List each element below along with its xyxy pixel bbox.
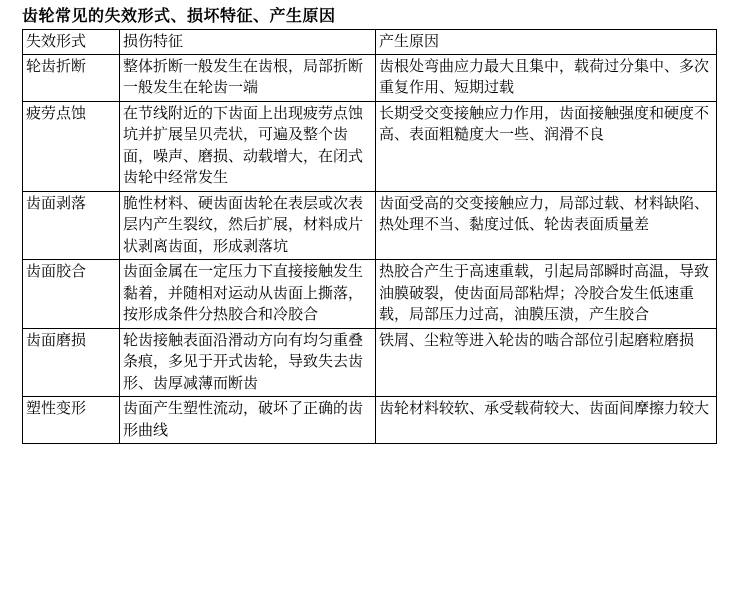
cell-failure-mode: 齿面磨损 [23, 328, 120, 397]
cell-failure-mode: 轮齿折断 [23, 54, 120, 101]
header-damage-feature: 损伤特征 [120, 30, 376, 55]
cell-cause: 热胶合产生于高速重载，引起局部瞬时高温，导致油膜破裂，使齿面局部粘焊；冷胶合发生低速重载，局部压力过高，油膜压溃，产生胶合 [376, 260, 717, 329]
table-row [23, 328, 717, 397]
cell-cause: 长期受交变接触应力作用，齿面接触强度和硬度不高、表面粗糙度大一些、润滑不良 [376, 101, 717, 191]
cell-cause: 铁屑、尘粒等进入轮齿的啮合部位引起磨粒磨损 [376, 328, 717, 397]
table-row [23, 191, 717, 260]
cell-cause: 齿面受高的交变接触应力，局部过载、材料缺陷、热处理不当、黏度过低、轮齿表面质量差 [376, 191, 717, 260]
document [22, 5, 716, 444]
cell-damage-feature: 轮齿接触表面沿滑动方向有均匀重叠条痕，多见于开式齿轮，导致失去齿形、齿厚减薄而断齿 [120, 328, 376, 397]
header-row [23, 30, 717, 55]
cell-damage-feature: 齿面产生塑性流动，破坏了正确的齿形曲线 [120, 397, 376, 444]
cell-failure-mode: 齿面胶合 [23, 260, 120, 329]
cell-damage-feature: 整体折断一般发生在齿根，局部折断一般发生在轮齿一端 [120, 54, 376, 101]
table-row [23, 397, 717, 444]
cell-damage-feature: 齿面金属在一定压力下直接接触发生黏着，并随相对运动从齿面上撕落，按形成条件分热胶合和冷胶合 [120, 260, 376, 329]
cell-failure-mode: 齿面剥落 [23, 191, 120, 260]
table-row [23, 260, 717, 329]
page-title: 齿轮常见的失效形式、损坏特征、产生原因 [22, 6, 336, 25]
failure-table [22, 29, 717, 444]
table-row [23, 101, 717, 191]
cell-cause: 齿根处弯曲应力最大且集中，载荷过分集中、多次重复作用、短期过载 [376, 54, 717, 101]
header-failure-mode: 失效形式 [23, 30, 120, 55]
table-row [23, 54, 717, 101]
cell-failure-mode: 塑性变形 [23, 397, 120, 444]
header-cause: 产生原因 [376, 30, 717, 55]
cell-failure-mode: 疲劳点蚀 [23, 101, 120, 191]
cell-damage-feature: 在节线附近的下齿面上出现疲劳点蚀坑并扩展呈贝壳状，可遍及整个齿面，噪声、磨损、动载增大，在闭式齿轮中经常发生 [120, 101, 376, 191]
cell-cause: 齿轮材料较软、承受载荷较大、齿面间摩擦力较大 [376, 397, 717, 444]
cell-damage-feature: 脆性材料、硬齿面齿轮在表层或次表层内产生裂纹，然后扩展，材料成片状剥离齿面，形成剥落坑 [120, 191, 376, 260]
